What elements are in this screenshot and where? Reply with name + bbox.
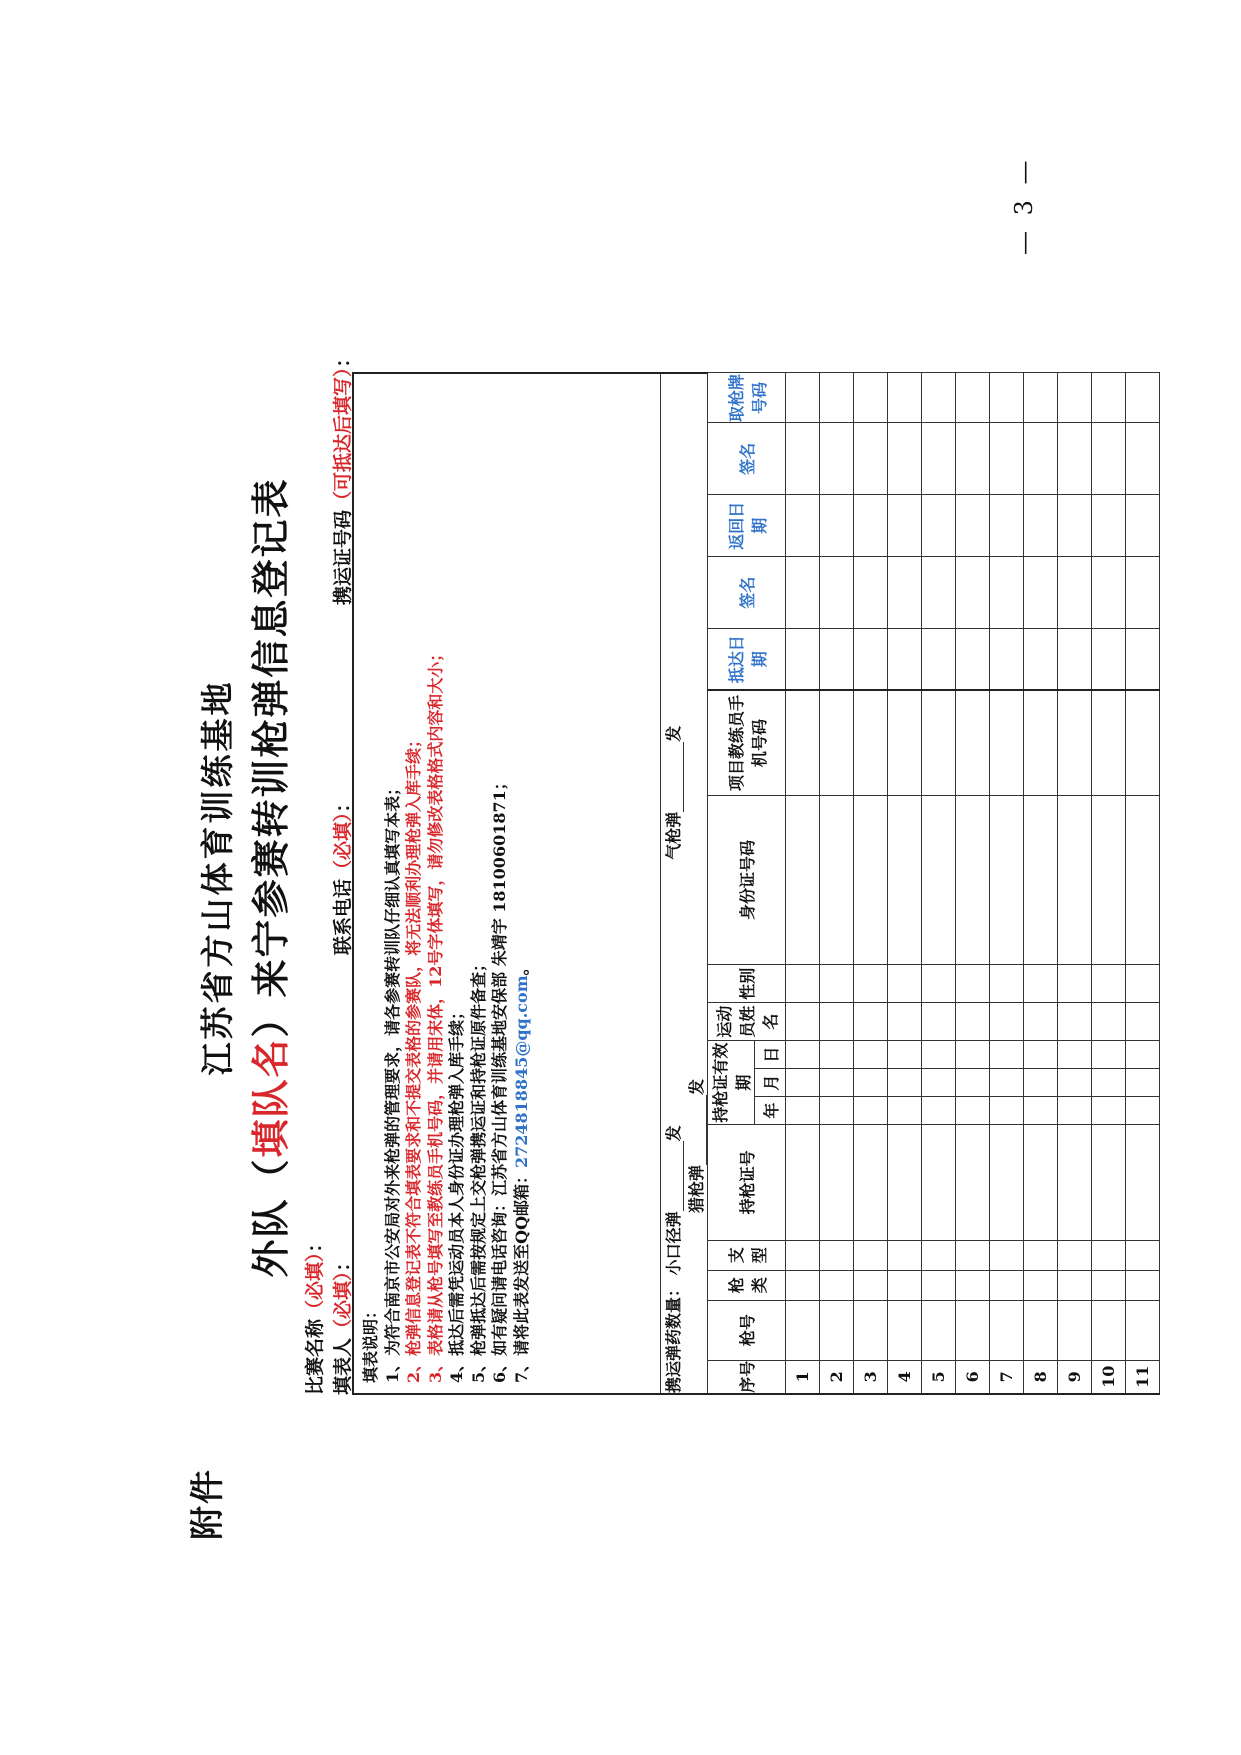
table-cell[interactable] — [1126, 1270, 1160, 1300]
table-cell[interactable] — [1024, 1240, 1058, 1270]
table-cell[interactable] — [956, 1240, 990, 1270]
qq-email-link[interactable]: 2724818845@qq.com — [511, 975, 531, 1168]
table-cell[interactable] — [1024, 965, 1058, 1003]
table-cell[interactable] — [990, 1270, 1024, 1300]
table-cell[interactable] — [820, 690, 854, 795]
table-cell[interactable] — [820, 1069, 854, 1097]
table-cell[interactable] — [854, 1300, 888, 1360]
table-cell[interactable] — [786, 1300, 820, 1360]
table-cell[interactable] — [1058, 1003, 1092, 1041]
table-cell[interactable] — [956, 965, 990, 1003]
filler-colon: ： — [332, 1252, 354, 1272]
table-cell[interactable] — [956, 423, 990, 495]
row-seq: 10 — [1092, 1360, 1126, 1394]
table-cell[interactable] — [820, 373, 854, 423]
table-cell[interactable] — [854, 1041, 888, 1069]
table-cell[interactable] — [1024, 1003, 1058, 1041]
table-cell[interactable] — [922, 1300, 956, 1360]
instructions-box — [352, 372, 660, 1395]
table-row — [820, 373, 854, 1394]
table-cell[interactable] — [922, 1003, 956, 1041]
event-name-label: 比赛名称 — [304, 1318, 326, 1395]
table-cell[interactable] — [888, 1097, 922, 1125]
table-cell[interactable] — [922, 690, 956, 795]
table-cell[interactable] — [820, 1003, 854, 1041]
table-cell[interactable] — [1126, 495, 1160, 557]
table-cell[interactable] — [922, 1270, 956, 1300]
row-seq: 6 — [956, 1360, 990, 1394]
table-cell[interactable] — [820, 495, 854, 557]
col-license: 持枪证号 — [708, 1125, 786, 1241]
col-gender: 性别 — [708, 965, 786, 1003]
table-cell[interactable] — [1058, 1097, 1092, 1125]
table-cell[interactable] — [854, 965, 888, 1003]
table-cell[interactable] — [1126, 373, 1160, 423]
table-cell[interactable] — [922, 1041, 956, 1069]
table-cell[interactable] — [888, 1041, 922, 1069]
table-cell[interactable] — [888, 1125, 922, 1241]
table-cell[interactable] — [956, 557, 990, 629]
table-row — [1092, 373, 1126, 1394]
table-cell[interactable] — [1058, 1125, 1092, 1241]
table-cell[interactable] — [1126, 965, 1160, 1003]
col-gun-type: 枪类 — [708, 1270, 786, 1300]
table-cell[interactable] — [1024, 373, 1058, 423]
table-row — [990, 373, 1024, 1394]
table-cell[interactable] — [1126, 1300, 1160, 1360]
instruction-item-email: 7、请将此表发送至QQ邮箱：2724818845@qq.com。 — [511, 959, 531, 1383]
registration-table — [660, 372, 1160, 1395]
instruction-item: 2、枪弹信息登记表不符合填表要求和不提交表格的参赛队，将无法顺利办理枪弹入库手续； — [404, 731, 423, 1383]
table-cell[interactable] — [922, 1069, 956, 1097]
table-cell[interactable] — [1058, 423, 1092, 495]
table-cell[interactable] — [990, 495, 1024, 557]
table-cell[interactable] — [990, 1097, 1024, 1125]
ammo-quantity-row — [661, 373, 708, 1394]
table-cell[interactable] — [956, 1041, 990, 1069]
instruction-item: 4、抵达后需凭运动员本人身份证办理枪弹入库手续； — [447, 1003, 466, 1383]
table-cell[interactable] — [1024, 795, 1058, 965]
table-cell[interactable] — [1126, 423, 1160, 495]
page-number: — 3 — — [1010, 156, 1038, 255]
table-cell[interactable] — [854, 1125, 888, 1241]
table-cell[interactable] — [820, 1125, 854, 1241]
table-cell[interactable] — [888, 1069, 922, 1097]
ammo-small-bore[interactable]: 小口径弹发 — [664, 1125, 683, 1276]
table-cell[interactable] — [1092, 1069, 1126, 1097]
table-cell[interactable] — [820, 1097, 854, 1125]
table-cell[interactable] — [1024, 495, 1058, 557]
table-body — [786, 373, 1160, 1394]
table-cell[interactable] — [956, 373, 990, 423]
table-cell[interactable] — [1058, 1300, 1092, 1360]
table-cell[interactable] — [990, 1041, 1024, 1069]
table-cell[interactable] — [922, 1097, 956, 1125]
table-cell[interactable] — [956, 1125, 990, 1241]
table-cell[interactable] — [888, 557, 922, 629]
table-cell[interactable] — [786, 373, 820, 423]
table-row — [786, 373, 820, 1394]
table-row — [922, 373, 956, 1394]
table-cell[interactable] — [1058, 1069, 1092, 1097]
table-cell[interactable] — [888, 690, 922, 795]
table-cell[interactable] — [990, 373, 1024, 423]
table-cell[interactable] — [1092, 557, 1126, 629]
title-line-2 — [240, 0, 295, 1755]
table-cell[interactable] — [922, 557, 956, 629]
table-cell[interactable] — [1092, 1097, 1126, 1125]
event-name-colon: ： — [304, 1233, 326, 1253]
table-cell[interactable] — [854, 1003, 888, 1041]
table-cell[interactable] — [1092, 423, 1126, 495]
row-seq: 9 — [1058, 1360, 1092, 1394]
table-cell[interactable] — [786, 795, 820, 965]
table-cell[interactable] — [1058, 965, 1092, 1003]
table-cell[interactable] — [1092, 1270, 1126, 1300]
filler-required: （必填） — [332, 1271, 354, 1338]
table-cell[interactable] — [786, 629, 820, 691]
table-row — [1024, 373, 1058, 1394]
table-cell[interactable] — [888, 423, 922, 495]
table-cell[interactable] — [1092, 965, 1126, 1003]
table-cell[interactable] — [854, 1069, 888, 1097]
table-cell[interactable] — [1092, 373, 1126, 423]
table-cell[interactable] — [1126, 1097, 1160, 1125]
table-cell[interactable] — [956, 1069, 990, 1097]
event-name-field[interactable] — [300, 1233, 327, 1395]
attachment-label: 附件 — [188, 1468, 228, 1540]
col-seq: 序号 — [708, 1360, 786, 1394]
table-cell[interactable] — [1092, 629, 1126, 691]
table-cell[interactable] — [990, 1003, 1024, 1041]
table-cell[interactable] — [1092, 495, 1126, 557]
table-cell[interactable] — [1126, 1003, 1160, 1041]
table-cell[interactable] — [990, 1240, 1024, 1270]
table-cell[interactable] — [820, 1240, 854, 1270]
ammo-air-gun[interactable]: 气枪弹发 — [664, 725, 683, 860]
table-cell[interactable] — [1024, 1270, 1058, 1300]
table-cell[interactable] — [854, 495, 888, 557]
table-row — [1126, 373, 1160, 1394]
table-cell[interactable] — [990, 629, 1024, 691]
col-sign-1: 签名 — [708, 557, 786, 629]
table-cell[interactable] — [786, 965, 820, 1003]
table-cell[interactable] — [854, 690, 888, 795]
col-id: 身份证号码 — [708, 795, 786, 965]
table-cell[interactable] — [990, 557, 1024, 629]
col-return-date: 返回日期 — [708, 495, 786, 557]
ammo-shotgun[interactable]: 猎枪弹发 — [687, 1078, 706, 1213]
table-cell[interactable] — [854, 373, 888, 423]
table-cell[interactable] — [888, 495, 922, 557]
table-cell[interactable] — [990, 795, 1024, 965]
table-cell[interactable] — [820, 1041, 854, 1069]
table-cell[interactable] — [1092, 1240, 1126, 1270]
phone-required: （必填） — [332, 812, 354, 879]
table-cell[interactable] — [956, 1270, 990, 1300]
instruction-item: 3、表格请从枪号填写至教练员手机号码，并请用宋体，12号字体填写，请勿修改表格格式内容和大小； — [425, 645, 445, 1383]
table-cell[interactable] — [786, 1041, 820, 1069]
table-cell[interactable] — [1092, 1125, 1126, 1241]
table-cell[interactable] — [888, 1003, 922, 1041]
permit-note: （可抵达后填写） — [332, 367, 354, 510]
title-suffix: ）来宁参赛转训枪弹信息登记表 — [248, 477, 293, 1038]
table-cell[interactable] — [888, 1270, 922, 1300]
table-cell[interactable] — [888, 629, 922, 691]
table-cell[interactable] — [1058, 1041, 1092, 1069]
table-cell[interactable] — [854, 795, 888, 965]
col-pickup-no: 取枪牌号码 — [708, 373, 786, 423]
table-cell[interactable] — [1024, 690, 1058, 795]
col-day: 日 — [755, 1041, 786, 1069]
instruction-item: 1、为符合南京市公安局对外来枪弹的管理要求，请各参赛转训队仔细认真填写本表； — [382, 779, 402, 1383]
instruction-item: 5、枪弹抵达后需按规定上交枪弹携运证和持枪证原件备查； — [468, 955, 488, 1383]
table-row — [888, 373, 922, 1394]
table-cell[interactable] — [786, 1270, 820, 1300]
table-cell[interactable] — [820, 1300, 854, 1360]
table-cell[interactable] — [786, 423, 820, 495]
row-seq: 2 — [820, 1360, 854, 1394]
col-model: 支型 — [708, 1240, 786, 1270]
table-cell[interactable] — [1092, 1300, 1126, 1360]
table-cell[interactable] — [1126, 795, 1160, 965]
table-cell[interactable] — [888, 373, 922, 423]
table-cell[interactable] — [1024, 1097, 1058, 1125]
event-name-required: （必填） — [304, 1252, 326, 1319]
table-cell[interactable] — [1058, 1240, 1092, 1270]
table-cell[interactable] — [990, 690, 1024, 795]
table-cell[interactable] — [1024, 557, 1058, 629]
table-cell[interactable] — [888, 795, 922, 965]
table-cell[interactable] — [1024, 1125, 1058, 1241]
instruction-item: 6、如有疑问请电话咨询：江苏省方山体育训练基地安保部 朱靖宇 18100601871； — [490, 774, 509, 1383]
table-cell[interactable] — [820, 795, 854, 965]
table-cell[interactable] — [854, 1270, 888, 1300]
table-cell[interactable] — [922, 629, 956, 691]
table-cell[interactable] — [956, 629, 990, 691]
row-seq: 4 — [888, 1360, 922, 1394]
table-cell[interactable] — [1058, 629, 1092, 691]
table-header-row — [708, 373, 755, 1394]
col-validity: 持枪证有效期 — [708, 1041, 755, 1125]
table-cell[interactable] — [1024, 423, 1058, 495]
table-row — [854, 373, 888, 1394]
table-cell[interactable] — [1058, 373, 1092, 423]
table-cell[interactable] — [1126, 1069, 1160, 1097]
table-cell[interactable] — [1058, 1270, 1092, 1300]
table-cell[interactable] — [1058, 795, 1092, 965]
instructions-heading: 填表说明： — [361, 1302, 380, 1383]
row-seq: 3 — [854, 1360, 888, 1394]
table-cell[interactable] — [1092, 1003, 1126, 1041]
table-cell[interactable] — [990, 1069, 1024, 1097]
table-cell[interactable] — [786, 1069, 820, 1097]
table-cell[interactable] — [888, 965, 922, 1003]
table-cell[interactable] — [1058, 690, 1092, 795]
table-cell[interactable] — [1126, 557, 1160, 629]
table-cell[interactable] — [786, 690, 820, 795]
table-cell[interactable] — [820, 423, 854, 495]
col-year: 年 — [755, 1097, 786, 1125]
ammo-label: 携运弹药数量： — [664, 1280, 683, 1393]
table-cell[interactable] — [990, 1300, 1024, 1360]
table-cell[interactable] — [1126, 1041, 1160, 1069]
row-seq: 5 — [922, 1360, 956, 1394]
table-cell[interactable] — [1024, 629, 1058, 691]
filler-label: 填表人 — [332, 1337, 354, 1395]
table-cell[interactable] — [820, 557, 854, 629]
table-cell[interactable] — [922, 795, 956, 965]
permit-colon: ： — [332, 348, 354, 368]
table-row — [956, 373, 990, 1394]
table-cell[interactable] — [1126, 690, 1160, 795]
title-line-1: 江苏省方山体育训练基地 — [198, 679, 237, 1076]
table-cell[interactable] — [1024, 1300, 1058, 1360]
col-coach-phone: 项目教练员手机号码 — [708, 690, 786, 795]
table-cell[interactable] — [1058, 495, 1092, 557]
table-cell[interactable] — [956, 1300, 990, 1360]
table-cell[interactable] — [956, 795, 990, 965]
permit-field[interactable] — [328, 348, 355, 605]
table-cell[interactable] — [1092, 795, 1126, 965]
table-cell[interactable] — [1092, 690, 1126, 795]
table-cell[interactable] — [1126, 1125, 1160, 1241]
table-cell[interactable] — [956, 690, 990, 795]
table-cell[interactable] — [786, 1240, 820, 1270]
row-seq: 1 — [786, 1360, 820, 1394]
table-cell[interactable] — [786, 1125, 820, 1241]
table-cell[interactable] — [990, 1125, 1024, 1241]
table-cell[interactable] — [1024, 1041, 1058, 1069]
phone-colon: ： — [332, 793, 354, 813]
col-arrive-date: 抵达日期 — [708, 629, 786, 691]
table-cell[interactable] — [956, 495, 990, 557]
table-cell[interactable] — [990, 965, 1024, 1003]
table-cell[interactable] — [1126, 1240, 1160, 1270]
phone-field[interactable] — [328, 793, 355, 955]
title-prefix: 外队（ — [248, 1157, 293, 1278]
table-cell[interactable] — [956, 1003, 990, 1041]
table-cell[interactable] — [786, 557, 820, 629]
permit-label: 携运证号码 — [332, 509, 354, 605]
table-cell[interactable] — [922, 965, 956, 1003]
table-cell[interactable] — [1024, 1069, 1058, 1097]
table-cell[interactable] — [854, 423, 888, 495]
table-cell[interactable] — [1126, 629, 1160, 691]
table-cell[interactable] — [922, 1240, 956, 1270]
col-gun-no: 枪号 — [708, 1300, 786, 1360]
table-row — [1058, 373, 1092, 1394]
row-seq: 7 — [990, 1360, 1024, 1394]
table-cell[interactable] — [922, 495, 956, 557]
table-cell[interactable] — [820, 629, 854, 691]
table-cell[interactable] — [854, 629, 888, 691]
table-cell[interactable] — [854, 1097, 888, 1125]
title-team-placeholder: 填队名 — [248, 1037, 293, 1158]
table-cell[interactable] — [820, 1270, 854, 1300]
table-cell[interactable] — [786, 495, 820, 557]
table-cell[interactable] — [956, 1097, 990, 1125]
table-cell[interactable] — [786, 1003, 820, 1041]
table-cell[interactable] — [1092, 1041, 1126, 1069]
table-cell[interactable] — [854, 557, 888, 629]
table-cell[interactable] — [990, 423, 1024, 495]
phone-label: 联系电话 — [332, 878, 354, 955]
row-seq: 11 — [1126, 1360, 1160, 1394]
table-cell[interactable] — [888, 1300, 922, 1360]
table-cell[interactable] — [1058, 557, 1092, 629]
table-cell[interactable] — [786, 1097, 820, 1125]
table-cell[interactable] — [854, 1240, 888, 1270]
col-athlete: 运动员姓名 — [708, 1003, 786, 1041]
filler-field[interactable] — [328, 1252, 355, 1395]
table-cell[interactable] — [888, 1240, 922, 1270]
table-cell[interactable] — [922, 1125, 956, 1241]
table-cell[interactable] — [922, 423, 956, 495]
row-seq: 8 — [1024, 1360, 1058, 1394]
table-cell[interactable] — [922, 373, 956, 423]
col-sign-2: 签名 — [708, 423, 786, 495]
col-month: 月 — [755, 1069, 786, 1097]
table-cell[interactable] — [820, 965, 854, 1003]
